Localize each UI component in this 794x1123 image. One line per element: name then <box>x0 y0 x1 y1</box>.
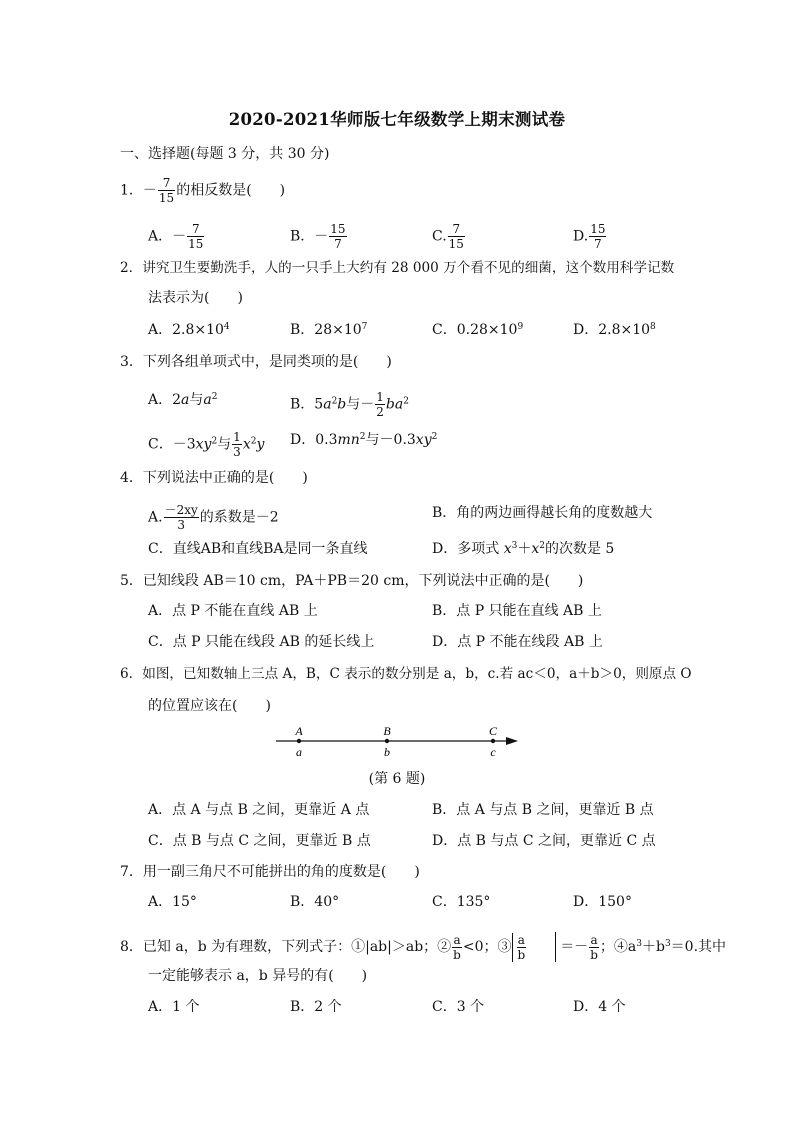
option-text: 的次数是 5 <box>544 541 615 557</box>
numerator: a <box>453 932 461 947</box>
fraction <box>232 430 242 459</box>
exponent: 2 <box>211 436 218 447</box>
q3-option-a <box>148 390 217 410</box>
q3-option-c <box>148 430 264 459</box>
connector: 与－0.3 <box>365 432 416 448</box>
q2-option-a <box>148 320 230 340</box>
denominator: 15 <box>188 237 204 251</box>
q5-option-c: C．点 P 只能在线段 AB 的延长线上 <box>148 634 375 650</box>
fraction <box>452 933 462 962</box>
q8-option-a: A．1 个 <box>148 999 200 1015</box>
q5-option-a: A．点 P 不能在直线 AB 上 <box>148 603 318 619</box>
q8-text: ；④a <box>599 939 637 955</box>
variable: xy <box>415 432 432 448</box>
variable: a <box>203 392 212 408</box>
point-b-dot <box>385 739 389 743</box>
q1-fraction <box>158 176 175 205</box>
exponent: 2 <box>331 396 338 407</box>
q6-option-a: A．点 A 与点 B 之间，更靠近 A 点 <box>148 802 370 818</box>
section-heading: 一、选择题(每题 3 分，共 30 分) <box>120 146 330 162</box>
variable: x <box>503 541 512 557</box>
value-b-label: b <box>384 745 390 759</box>
arrow-head-icon <box>506 737 518 745</box>
absolute-value-bar-right <box>555 932 556 962</box>
q3-option-b <box>290 390 409 419</box>
option-label: D．多项式 <box>432 541 504 557</box>
variable: a <box>323 396 332 413</box>
q1-option-d <box>573 222 607 251</box>
q7-option-d: D．150° <box>573 894 632 910</box>
numerator: a <box>517 932 525 947</box>
exponent: 2 <box>539 541 545 551</box>
q8-text: ＝0.其中 <box>670 939 727 955</box>
numerator: 1 <box>376 390 384 404</box>
denominator: 15 <box>448 237 464 251</box>
q5-option-d: D．点 P 不能在线段 AB 上 <box>432 634 603 650</box>
q8-option-d: D．4 个 <box>573 999 626 1015</box>
q5-option-b: B．点 P 只能在直线 AB 上 <box>432 603 602 619</box>
point-a-dot <box>297 739 301 743</box>
fraction <box>589 933 599 962</box>
q8-option-b: B．2 个 <box>290 999 342 1015</box>
numerator: 7 <box>448 222 465 237</box>
page-title: 2020-2021华师版七年级数学上期末测试卷 <box>228 110 566 129</box>
fraction <box>517 933 527 962</box>
q7-option-a: A．15° <box>148 894 197 910</box>
q6-option-b: B．点 A 与点 B 之间，更靠近 B 点 <box>432 802 654 818</box>
question-1-stem <box>120 176 285 205</box>
numerator: －2xy <box>164 503 198 517</box>
exponent: 9 <box>517 322 524 332</box>
q1-option-a <box>148 222 205 251</box>
option-label: A．－ <box>148 228 187 245</box>
q6-option-c: C．点 B 与点 C 之间，更靠近 B 点 <box>148 833 371 849</box>
denominator: 3 <box>233 445 241 459</box>
option-label: D．0.3 <box>290 432 338 448</box>
option-label: A．2 <box>148 392 182 408</box>
denominator: 15 <box>158 191 175 205</box>
point-b-label: B <box>383 724 391 738</box>
fraction <box>375 390 385 419</box>
denominator: b <box>453 947 461 962</box>
exponent: 2 <box>431 432 438 442</box>
value-a-label: a <box>296 745 302 759</box>
connector: 与 <box>217 436 232 453</box>
q2-option-b <box>290 320 367 340</box>
option-label: A. <box>148 509 163 526</box>
q1-prefix: 1．－ <box>120 182 157 199</box>
variable: b <box>337 396 347 413</box>
numerator: 1 <box>233 430 241 444</box>
q4-option-d <box>432 539 614 559</box>
fraction <box>448 222 465 251</box>
value-c-label: c <box>490 745 496 759</box>
connector: 与 <box>189 392 204 408</box>
question-2-line-1: 2．讲究卫生要勤洗手，人的一只手上大约有 28 000 万个看不见的细菌，这个数用科学记数 <box>120 260 675 276</box>
option-text: D．2.8×10 <box>573 322 651 338</box>
point-c-dot <box>491 739 495 743</box>
question-5-stem: 5．已知线段 AB＝10 cm，PA＋PB＝20 cm，下列说法中正确的是( ) <box>120 573 584 589</box>
q8-option-c: C．3 个 <box>432 999 485 1015</box>
number-line-figure <box>270 720 530 764</box>
denominator: b <box>517 947 526 962</box>
q1-option-c <box>432 222 466 251</box>
variable: x <box>242 436 251 453</box>
variable: xy <box>195 436 212 453</box>
question-7-stem: 7．用一副三角尺不可能拼出的角的度数是( ) <box>120 864 420 880</box>
fraction <box>589 222 606 251</box>
numerator: 15 <box>330 222 346 236</box>
exponent: 2 <box>403 396 409 407</box>
question-6-line-2: 的位置应该在( ) <box>148 698 271 714</box>
q8-text: ＋b <box>641 939 665 955</box>
connector: ＋ <box>517 541 532 557</box>
figure-caption: (第 6 题) <box>368 771 426 787</box>
variable: y <box>256 436 265 453</box>
option-label: B．－ <box>290 228 329 245</box>
q4-option-b: B．角的两边画得越长角的度数越大 <box>432 505 653 521</box>
q4-option-c: C．直线AB和直线BA是同一条直线 <box>148 541 368 557</box>
option-text: C．0.28×10 <box>432 322 518 338</box>
q8-text: 8．已知 a，b 为有理数，下列式子：①|ab|＞ab；② <box>120 939 452 955</box>
q7-option-c: C．135° <box>432 894 491 910</box>
exponent: 2 <box>250 436 257 447</box>
denominator: 7 <box>594 237 602 251</box>
question-6-line-1: 6．如图，已知数轴上三点 A，B，C 表示的数分别是 a，b，c.若 ac＜0，a＋b＞0，则原点 O <box>120 666 692 682</box>
point-a-label: A <box>295 724 303 738</box>
denominator: 3 <box>177 518 185 532</box>
numerator: a <box>590 932 598 947</box>
denominator: 2 <box>376 405 384 419</box>
q8-text: ＝－ <box>560 939 589 955</box>
q1-option-b <box>290 222 348 251</box>
option-text: 的系数是－2 <box>199 509 279 526</box>
option-text: B．28×10 <box>290 322 362 338</box>
question-2-line-2: 法表示为( ) <box>148 290 243 306</box>
exponent: 2 <box>359 432 366 442</box>
question-8-line-1 <box>120 932 726 962</box>
exponent: 8 <box>650 322 656 332</box>
numerator: 7 <box>187 222 204 237</box>
option-label: C．－3 <box>148 436 196 453</box>
variable: a <box>181 392 190 408</box>
point-c-label: C <box>488 724 498 738</box>
fraction <box>329 222 346 251</box>
q8-text: <0；③ <box>462 939 512 955</box>
option-label: B．5 <box>290 396 324 413</box>
exponent: 4 <box>223 322 230 332</box>
numerator: 15 <box>590 222 606 236</box>
exponent: 3 <box>511 541 518 551</box>
denominator: 7 <box>334 237 342 251</box>
question-4-stem: 4．下列说法中正确的是( ) <box>120 470 308 486</box>
numerator: 7 <box>158 176 175 191</box>
option-label: D. <box>573 228 589 245</box>
fraction <box>164 503 199 532</box>
absolute-value-bars <box>512 933 556 962</box>
q4-option-a <box>148 503 279 532</box>
exponent: 3 <box>636 939 642 949</box>
option-text: A．2.8×10 <box>148 322 224 338</box>
q6-option-d: D．点 B 与点 C 之间，更靠近 C 点 <box>432 833 656 849</box>
variable: x <box>531 541 540 557</box>
q3-option-d <box>290 430 437 450</box>
fraction <box>187 222 204 251</box>
q2-option-c <box>432 320 523 340</box>
connector: 与－ <box>346 396 375 413</box>
variable: mn <box>337 432 360 448</box>
denominator: b <box>590 947 598 962</box>
q1-suffix: 的相反数是( ) <box>176 182 286 199</box>
variable: ba <box>385 396 404 413</box>
q2-option-d <box>573 320 656 340</box>
exponent: 2 <box>211 392 218 402</box>
question-8-line-2: 一定能够表示 a，b 异号的有( ) <box>148 968 368 984</box>
q7-option-b: B．40° <box>290 894 340 910</box>
exponent: 7 <box>361 322 368 332</box>
option-label: C. <box>432 228 447 245</box>
exponent: 3 <box>664 939 671 949</box>
question-3-stem: 3．下列各组单项式中，是同类项的是( ) <box>120 354 392 370</box>
